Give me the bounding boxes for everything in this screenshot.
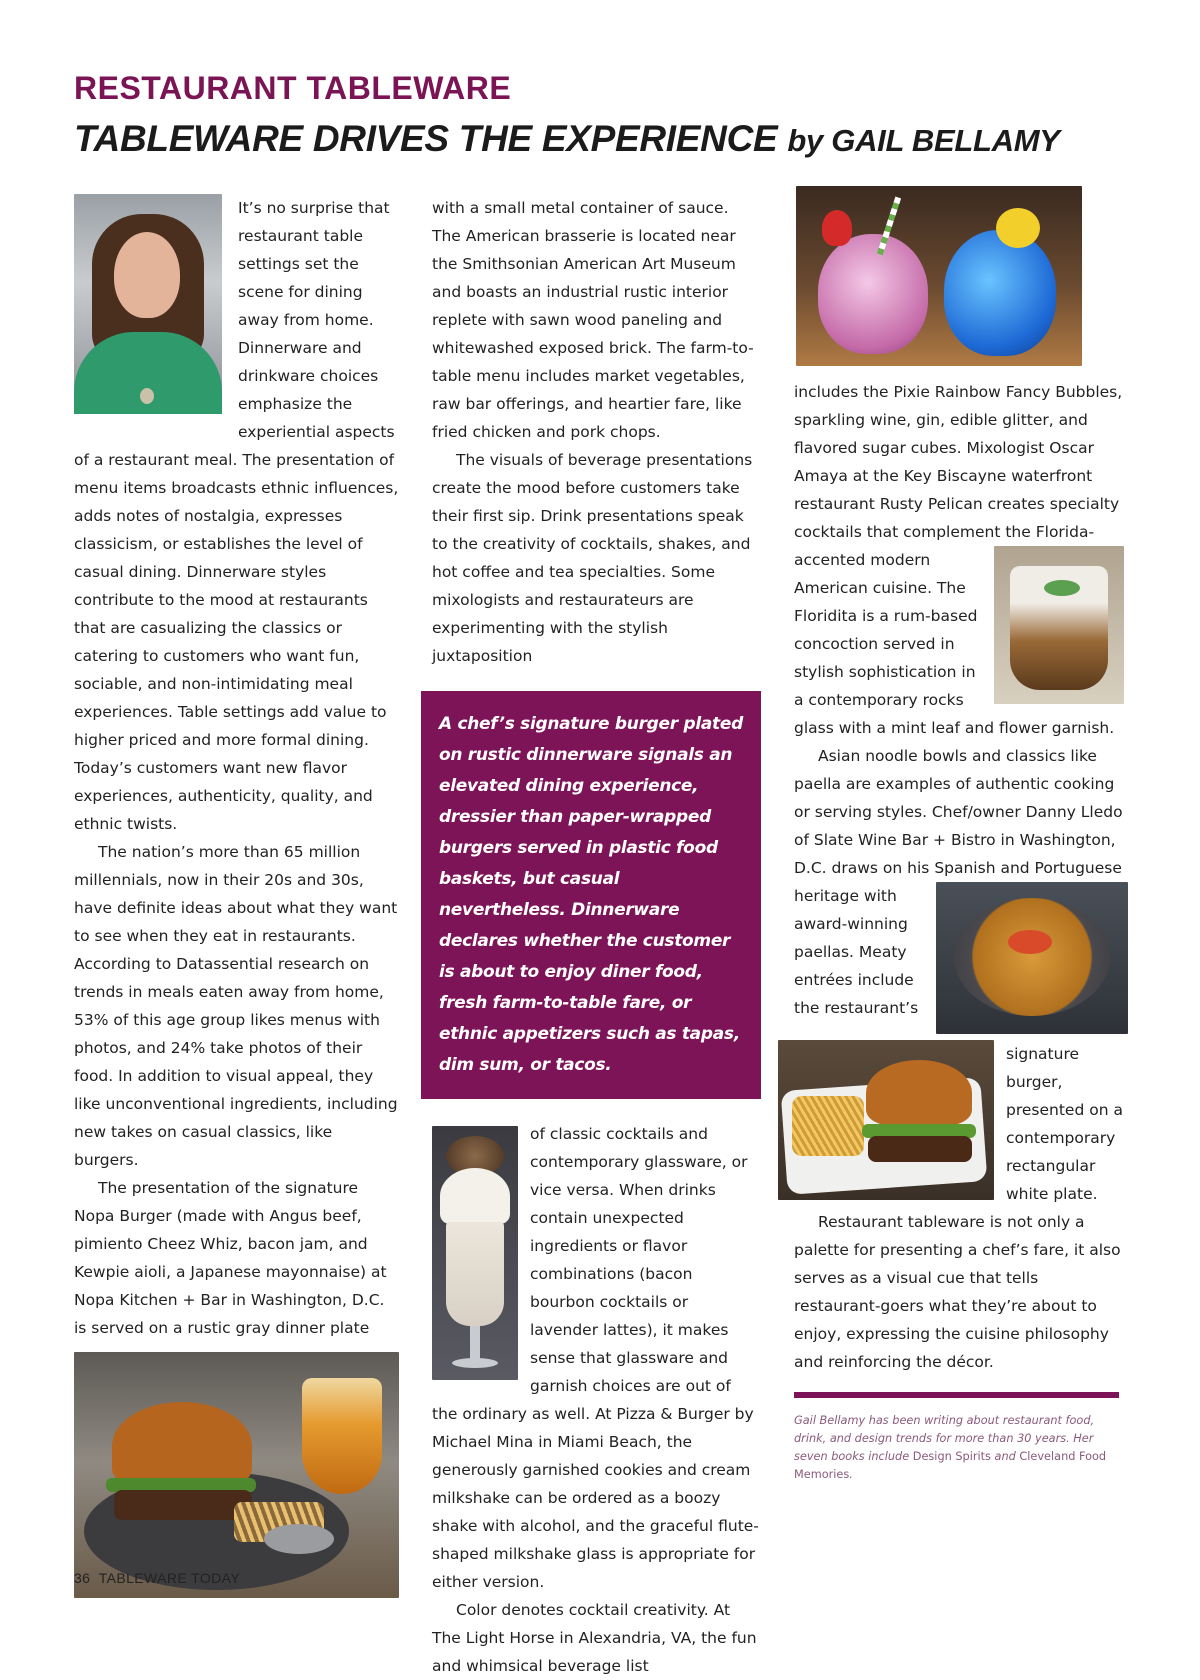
paragraph-millennials: The nation’s more than 65 million millennials, now in their 20s and 30s, have definite ideas about what they want to see when they eat in restaurants. According to Datassential research on trends in meals eaten away from home, 53% of this age group likes menus with photos, and 24% take photos of their food. In addition to visual appeal, they like unconventional ingredients, including new takes on casual classics, like burgers. bbox=[74, 843, 398, 1169]
paragraph-color: Color denotes cocktail creativity. At The Light Horse in Alexandria, VA, the fun and whimsical beverage list bbox=[432, 1601, 757, 1675]
paragraph-glassware-a bbox=[432, 1120, 760, 1596]
author-portrait-photo bbox=[74, 194, 222, 414]
column-3 bbox=[794, 194, 1124, 1534]
paragraph-nopa-burger: The presentation of the signature Nopa Burger (made with Angus beef, pimiento Cheez Whiz, bacon jam, and Kewpie aioli, a Japanese mayonnaise) at Nopa Kitchen + Bar in Washington, D.C. is served on a rustic gray dinner plate bbox=[74, 1179, 387, 1337]
book-title-cleveland-food-memories: Cleveland Food Memories bbox=[794, 1450, 1107, 1481]
cocktails-photo bbox=[796, 186, 1082, 366]
publication-name: TABLEWARE TODAY bbox=[98, 1570, 241, 1586]
book-title-design-spirits: Design Spirits bbox=[912, 1450, 991, 1463]
paragraph-pixie-text: includes the Pixie Rainbow Fancy Bubbles, sparkling wine, gin, edible glitter, and flavored sugar cubes. Mixologist Oscar Amaya at the Key Biscayne waterfront restaurant Rusty Pelican creates specialty cocktails that complement bbox=[794, 383, 1123, 541]
pull-quote: A chef’s signature burger plated on rustic dinnerware signals an elevated dining experience, dressier than paper-wrapped burgers served in plastic food baskets, but casual nevertheless. Dinnerware declares whether the customer is about to enjoy diner food, fresh farm-to-table fare, or ethnic appetizers such as tapas, dim sum, or tacos. bbox=[421, 691, 761, 1099]
paragraph-intro: It’s no surprise that restaurant table settings set the scene for dining away from home. Dinnerware and drinkware choices emphasize the experiential aspects of a restaurant meal. The presentation of menu items broadcasts ethnic influences, adds notes of nostalgia, expresses classicism, or establishes the level of casual dining. Dinnerware styles contribute to the mood at restaurants that are casualizing the classics or catering to customers who want fun, sociable, and non-intimidating meal experiences. Table settings add value to higher priced and more formal dining. Today’s customers want new flavor experiences, authenticity, quality, and ethnic twists. bbox=[74, 199, 399, 833]
author-bio: Gail Bellamy has been writing about restaurant food, drink, and design trends for more than 30 years. Her seven books include Design Spirits and Cleveland Food Memories. bbox=[794, 1414, 1107, 1481]
article-title: TABLEWARE DRIVES THE EXPERIENCE bbox=[74, 118, 778, 159]
nopa-burger-photo bbox=[74, 1352, 399, 1598]
page-number: 36 bbox=[74, 1570, 91, 1586]
column-1 bbox=[74, 194, 399, 1534]
article-headline bbox=[74, 118, 1060, 160]
column-2 bbox=[432, 194, 760, 1675]
milkshake-photo bbox=[432, 1126, 518, 1380]
paragraph-conclusion: Restaurant tableware is not only a palette for presenting a chef’s fare, it also serves as a visual cue that tells restaurant-goers what they’re about to enjoy, expressing the cuisine philosophy and reinforcing the décor. bbox=[794, 1213, 1121, 1371]
paragraph-heritage-text: Spanish and Portuguese heritage with award-winning paellas. Meaty entrées bbox=[794, 859, 1122, 989]
paella-photo bbox=[936, 882, 1128, 1034]
section-label: RESTAURANT TABLEWARE bbox=[74, 70, 512, 106]
slate-burger-photo bbox=[778, 1040, 994, 1200]
floridita-photo bbox=[994, 546, 1124, 704]
paragraph-signature-burger-text: include the restaurant’s signature burger, presented on a contemporary rectangular white plate. bbox=[794, 971, 1123, 1203]
paragraph-pixie bbox=[794, 378, 1124, 742]
paragraph-beverage-visuals: The visuals of beverage presentations create the mood before customers take their first sip. Drink presentations speak to the creativity of cocktails, shakes, and hot coffee and tea specialties. Some mixologists and restaurateurs are experimenting with the stylish juxtaposition bbox=[432, 451, 753, 665]
paragraph-paella-text: Asian noodle bowls and classics like paella are examples of authentic cooking or serving styles. Chef/owner Danny Lledo of Slate Wine Bar + Bistro in Washington, D.C. draws on his bbox=[794, 747, 1123, 877]
bio-divider bbox=[794, 1392, 1119, 1398]
paragraph-floridita-text: the Florida-accented modern American cuisine. The Floridita is a rum-based concoction served in stylish sophistication in a contemporary rocks glass with a mint leaf and flower garnish. bbox=[794, 523, 1115, 737]
paragraph-glassware: of classic cocktails and contemporary glassware, or vice versa. When drinks contain unexpected ingredients or flavor combinations (bacon bourbon cocktails or lavender lattes), it makes sense that glassware and garnish choices are out of the ordinary as well. At Pizza & Burger by Michael Mina in Miami Beach, the generously garnished cookies and cream milkshake can be ordered as a boozy shake with alcohol, and the graceful flute-shaped milkshake glass is appropriate for either version. bbox=[432, 1125, 759, 1591]
article-byline: by GAIL BELLAMY bbox=[787, 123, 1060, 158]
page-footer bbox=[74, 1570, 240, 1586]
paragraph-paella bbox=[794, 742, 1124, 1208]
paragraph-brasserie: with a small metal container of sauce. The American brasserie is located near the Smithsonian American Art Museum and boasts an industrial rustic interior replete with sawn wood paneling and whitewashed exposed brick. The farm-to-table menu includes market vegetables, raw bar offerings, and heartier fare, like fried chicken and pork chops. bbox=[432, 199, 754, 441]
